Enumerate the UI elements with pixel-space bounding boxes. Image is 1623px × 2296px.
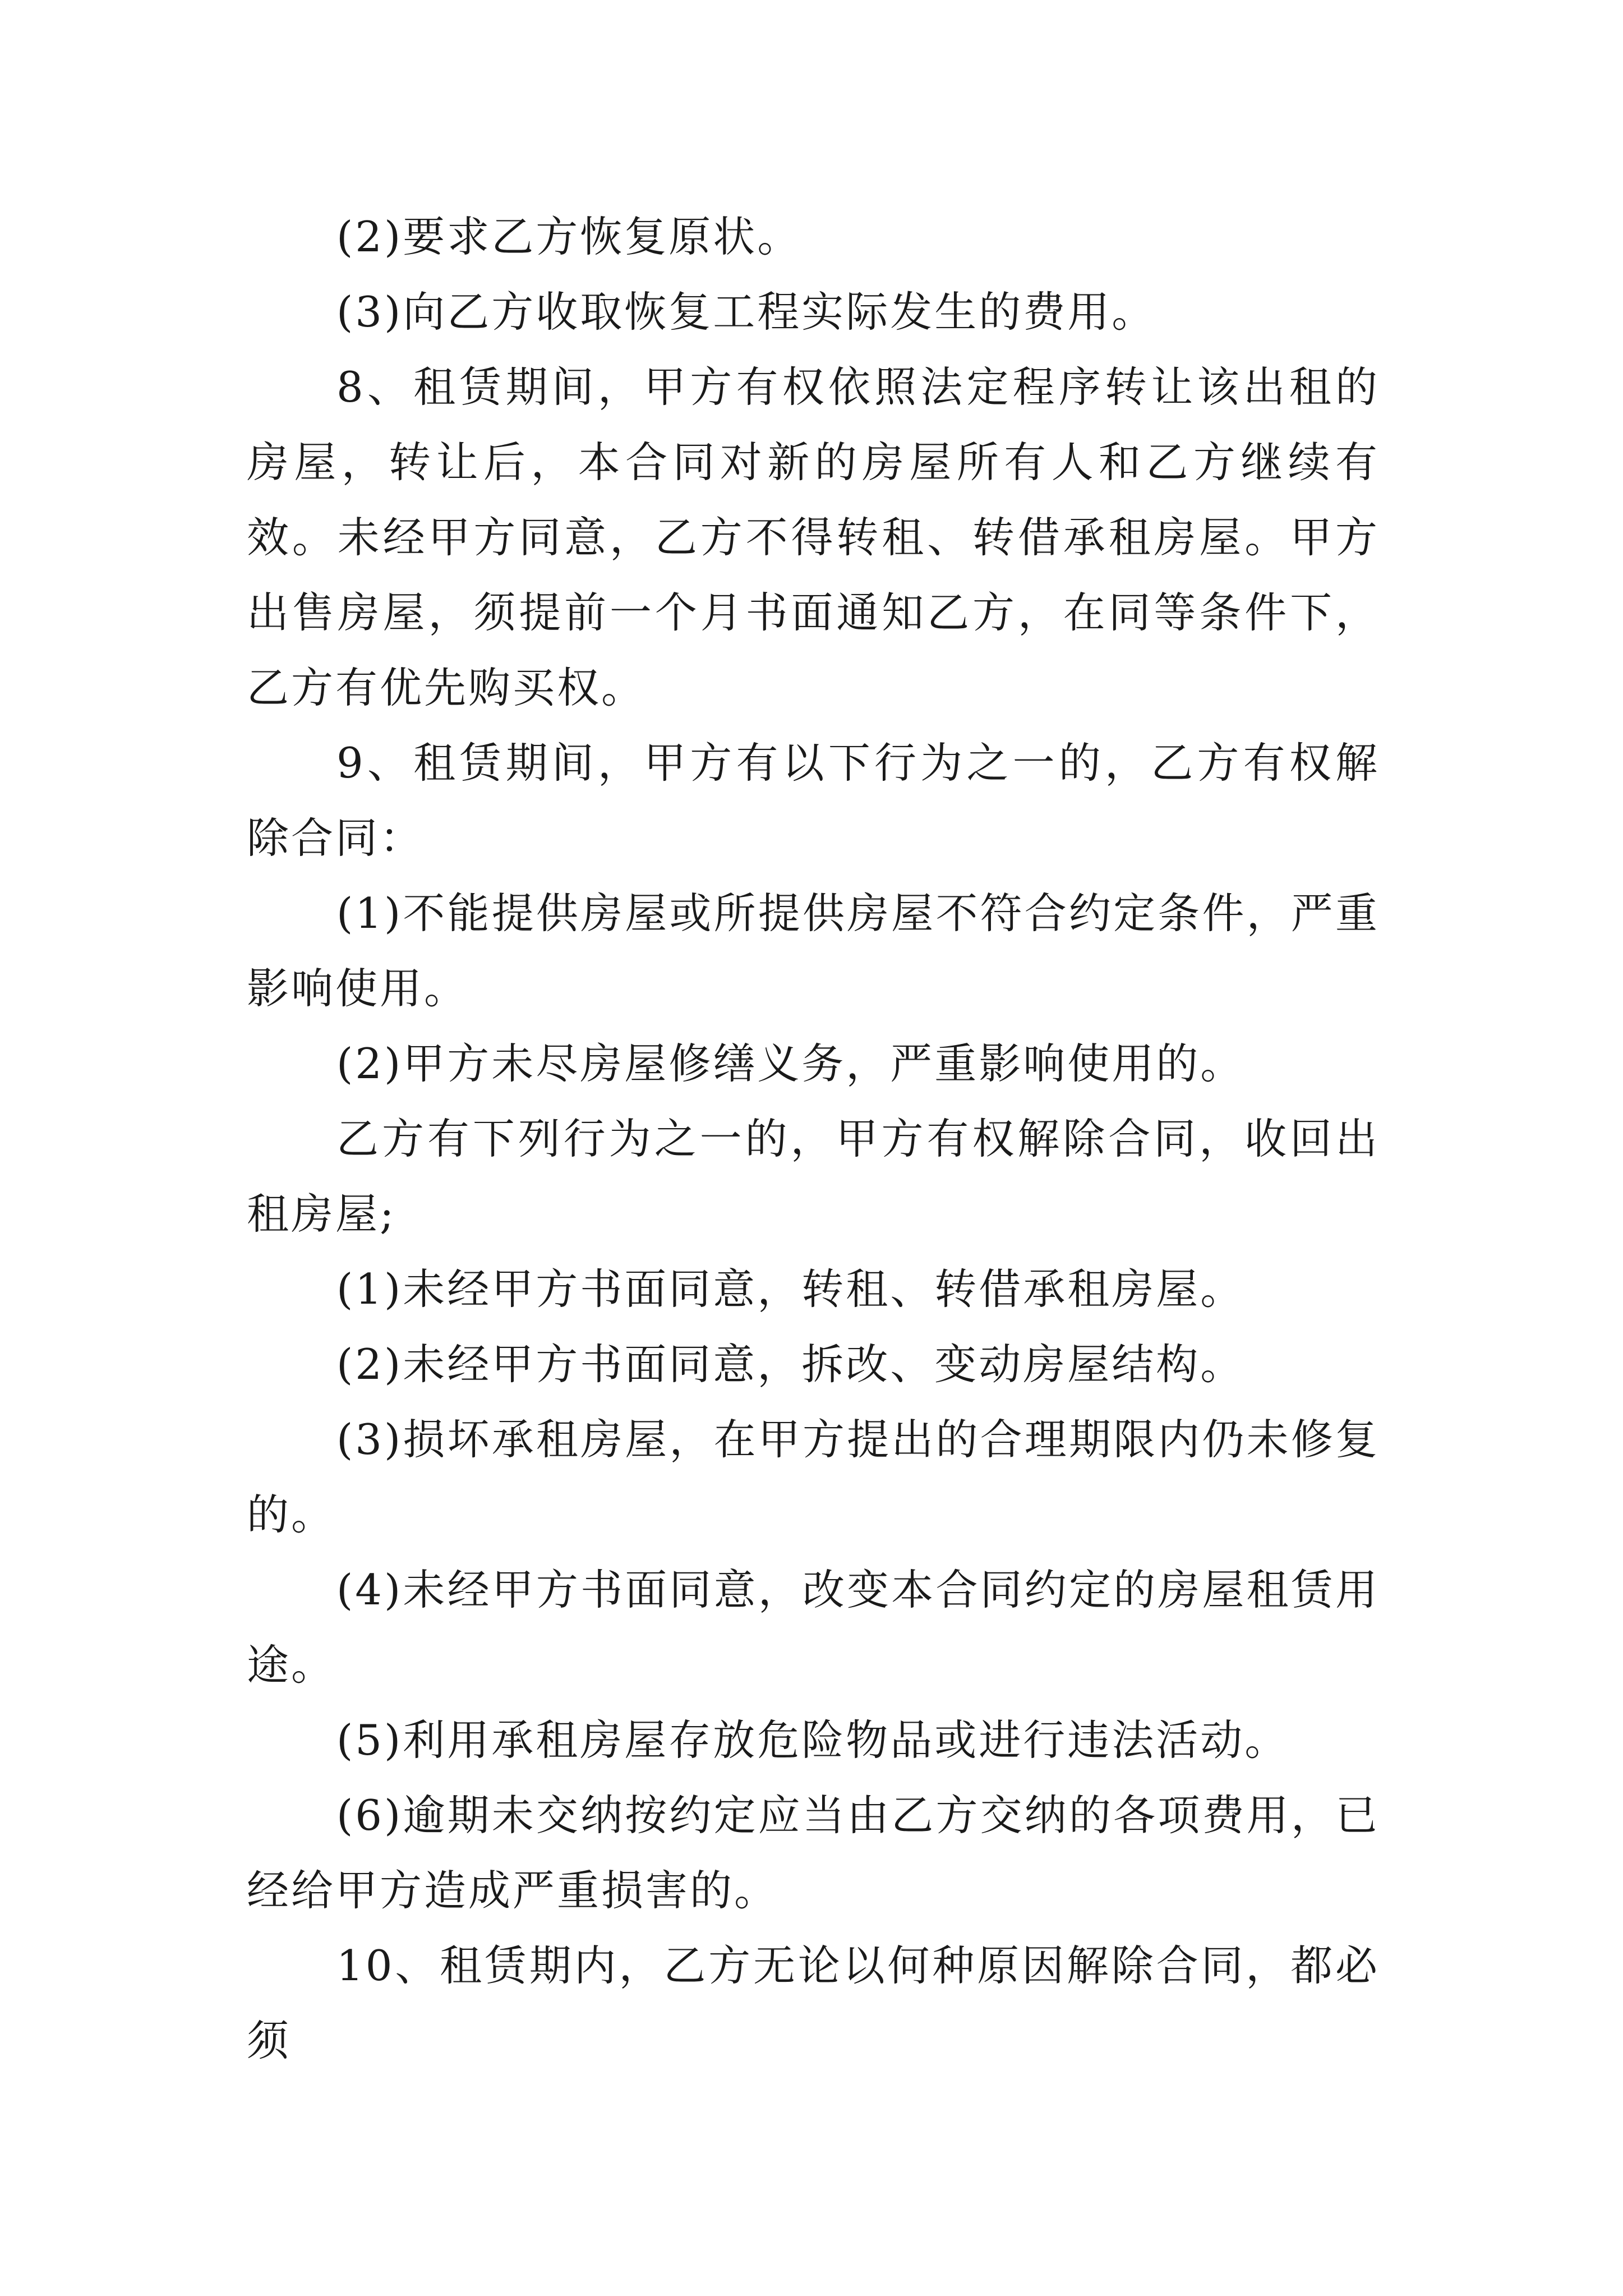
paragraph-clause-10: 10、租赁期内，乙方无论以何种原因解除合同，都必须 [247,1941,1380,2065]
paragraph-lessor-item-2: (2)甲方未尽房屋修缮义务，严重影响使用的。 [336,1039,1245,1088]
paragraph-clause-9: 9、租赁期间，甲方有以下行为之一的，乙方有权解除合同： [247,738,1380,863]
paragraph-lessee-item-3: (3)损坏承租房屋，在甲方提出的合理期限内仍未修复的。 [247,1415,1380,1539]
paragraph-clause-8: 8、租赁期间，甲方有权依照法定程序转让该出租的房屋，转让后，本合同对新的房屋所有人和乙方继续有效。未经甲方同意，乙方不得转租、转借承租房屋。甲方出售房屋，须提前一个月书面通知乙方，在同等条件下，乙方有优先购买权。 [247,362,1380,712]
paragraph-lessor-item-1: (1)不能提供房屋或所提供房屋不符合约定条件，严重影响使用。 [247,889,1380,1013]
paragraph-lessee-item-6: (6)逾期未交纳按约定应当由乙方交纳的各项费用，已经给甲方造成严重损害的。 [247,1791,1380,1915]
paragraph-lessee-breach-intro: 乙方有下列行为之一的，甲方有权解除合同，收回出租房屋; [247,1114,1380,1239]
paragraph-lessee-item-5: (5)利用承租房屋存放危险物品或进行违法活动。 [336,1715,1289,1765]
paragraph-restore-cost: (3)向乙方收取恢复工程实际发生的费用。 [336,287,1156,337]
paragraph-lessee-item-2: (2)未经甲方书面同意，拆改、变动房屋结构。 [336,1340,1245,1389]
paragraph-lessee-item-4: (4)未经甲方书面同意，改变本合同约定的房屋租赁用途。 [247,1565,1380,1690]
contract-body [247,199,1380,2078]
paragraph-restore-original: (2)要求乙方恢复原状。 [336,212,802,261]
paragraph-lessee-item-1: (1)未经甲方书面同意，转租、转借承租房屋。 [336,1264,1245,1314]
